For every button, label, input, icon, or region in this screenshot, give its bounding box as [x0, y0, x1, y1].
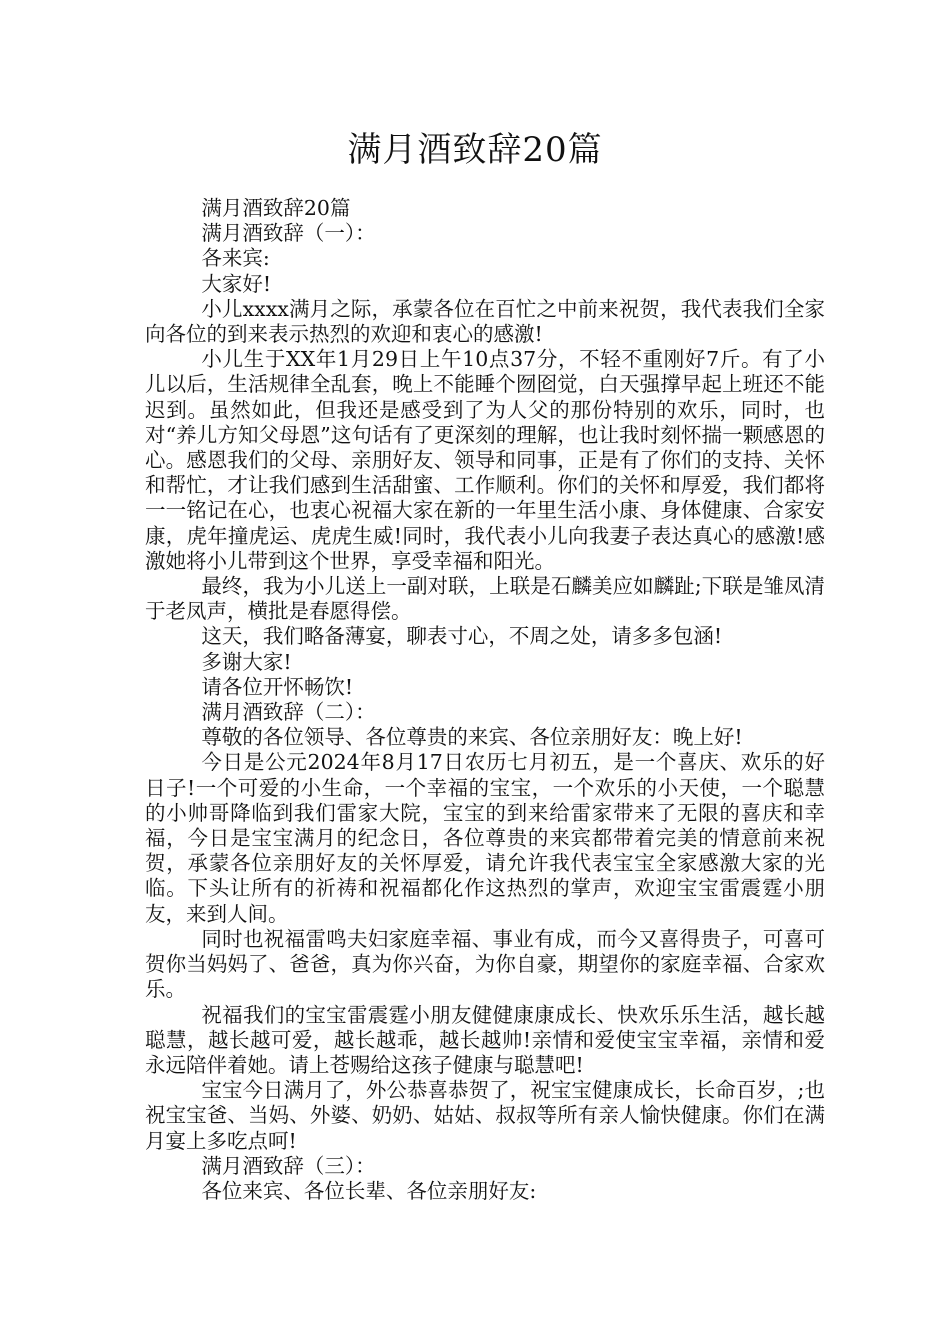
- paragraph: 满月酒致辞20篇: [201, 196, 351, 220]
- paragraph: 祝福我们的宝宝雷震霆小朋友健健康康成长、快欢乐乐生活，越长越聪慧，越长越可爱，越长越乖，越长越帅!亲情和爱使宝宝幸福，亲情和爱永远陪伴着她。请上苍赐给这孩子健康与聪慧吧!: [145, 1002, 825, 1077]
- section-heading: 满月酒致辞（一）：: [201, 221, 376, 246]
- paragraph: 小儿生于XX年1月29日上午10点37分，不轻不重刚好7斤。有了小儿以后，生活规律全乱套，晚上不能睡个囫囵觉，白天强撑早起上班还不能迟到。虽然如此，但我还是感受到了为人父的那份特别的欢乐，同时，也对“养儿方知父母恩”这句话有了更深刻的理解，也让我时刻怀揣一颗感恩的心。感恩我们的父母、亲朋好友、领导和同事，正是有了你们的支持、关怀和帮忙，才让我们感到生活甜蜜、工作顺利。你们的关怀和厚爱，我们都将一一铭记在心，也衷心祝福大家在新的一年里生活小康、身体健康、合家安康，虎年撞虎运、虎虎生威!同时，我代表小儿向我妻子表达真心的感激!感激她将小儿带到这个世界，享受幸福和阳光。: [145, 347, 825, 573]
- paragraph: 尊敬的各位领导、各位尊贵的来宾、各位亲朋好友：晚上好!: [201, 725, 743, 750]
- document-body: [145, 196, 825, 1204]
- paragraph: 宝宝今日满月了，外公恭喜恭贺了，祝宝宝健康成长，长命百岁，;也祝宝宝爸、当妈、外婆、奶奶、姑姑、叔叔等所有亲人愉快健康。你们在满月宴上多吃点呵!: [145, 1078, 825, 1153]
- paragraph: 今日是公元2024年8月17日农历七月初五，是一个喜庆、欢乐的好日子!一个可爱的小生命，一个幸福的宝宝，一个欢乐的小天使，一个聪慧的小帅哥降临到我们雷家大院，宝宝的到来给雷家带来了无限的喜庆和幸福，今日是宝宝满月的纪念日，各位尊贵的来宾都带着完美的情意前来祝贺，承蒙各位亲朋好友的关怀厚爱，请允许我代表宝宝全家感激大家的光临。下头让所有的祈祷和祝福都化作这热烈的掌声，欢迎宝宝雷震霆小朋友，来到人间。: [145, 750, 825, 926]
- document-title: 满月酒致辞20篇: [347, 130, 603, 170]
- paragraph: 请各位开怀畅饮!: [201, 674, 354, 699]
- paragraph: 大家好!: [201, 271, 272, 296]
- paragraph: 同时也祝福雷鸣夫妇家庭幸福、事业有成，而今又喜得贵子，可喜可贺你当妈妈了、爸爸，真为你兴奋，为你自豪，期望你的家庭幸福、合家欢乐。: [145, 926, 825, 1002]
- paragraph: 各位来宾、各位长辈、各位亲朋好友:: [201, 1178, 537, 1203]
- section-heading: 满月酒致辞（三）：: [201, 1153, 376, 1178]
- paragraph: 这天，我们略备薄宴，聊表寸心，不周之处，请多多包涵!: [201, 624, 723, 649]
- section-heading: 满月酒致辞（二）：: [201, 700, 376, 725]
- paragraph: 小儿xxxx满月之际，承蒙各位在百忙之中前来祝贺，我代表我们全家向各位的到来表示热烈的欢迎和衷心的感激!: [145, 296, 825, 347]
- paragraph: 各来宾:: [201, 246, 270, 271]
- paragraph: 最终，我为小儿送上一副对联，上联是石麟美应如麟趾;下联是雏凤清于老凤声，横批是春愿得偿。: [145, 574, 825, 624]
- paragraph: 多谢大家!: [201, 649, 292, 674]
